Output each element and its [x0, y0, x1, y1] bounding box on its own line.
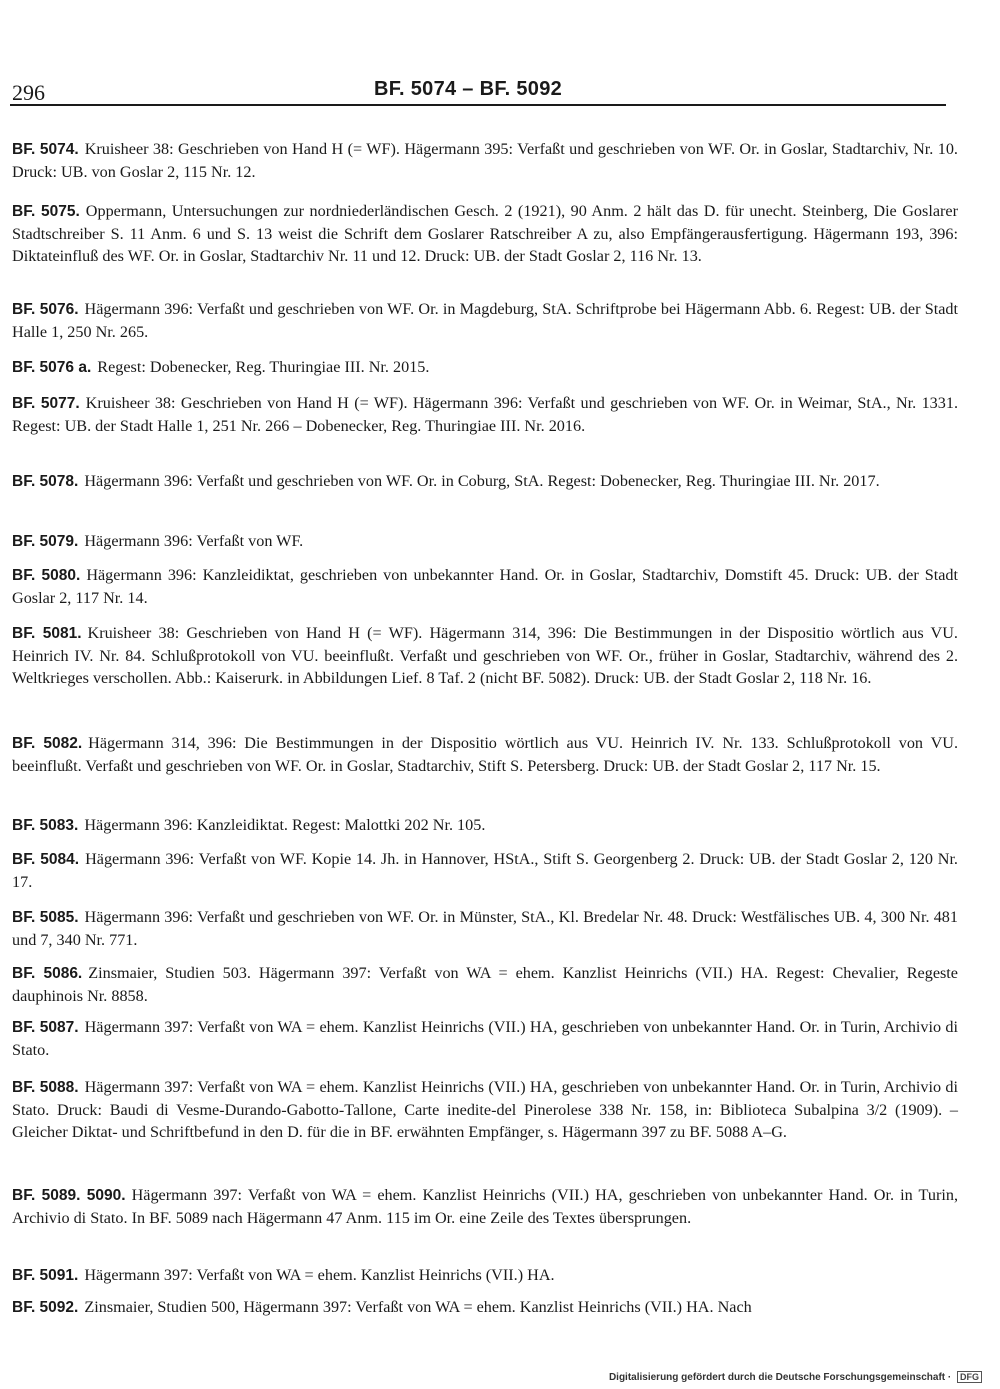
entry-text: Kruisheer 38: Geschrieben von Hand H (= WF). Hägermann 396: Verfaßt und geschrieben von WF. Or. in Weimar, StA., Nr. 1331. Regest: UB. der Stadt Halle 1, 251 Nr. 266 – Dobenecker, Reg. Thuringiae III. Nr. 2016. [12, 394, 958, 435]
entry-text: Kruisheer 38: Geschrieben von Hand H (= WF). Hägermann 314, 396: Die Bestimmungen in der Dispositio wörtlich aus VU. Heinrich IV. Nr. 84. Schlußprotokoll von VU. beeinflußt. Verfaßt und geschrieben von WF. Or., früher in Goslar, Stadtarchiv, während des 2. Weltkrieges verschollen. Abb.: Kaiserurk. in Abbildungen Lief. 8 Taf. 2 (nicht BF. 5082). Druck: UB. der Stadt Goslar 2, 118 Nr. 16. [12, 624, 958, 687]
page-header [12, 78, 946, 106]
header-rule [10, 104, 946, 106]
entry-id: BF. 5086. [12, 965, 83, 982]
entry-id: BF. 5087. [12, 1019, 79, 1036]
entry-5083 [12, 814, 958, 837]
running-title: BF. 5074 – BF. 5092 [374, 78, 563, 100]
entry-id: BF. 5082. [12, 735, 83, 752]
entry-5078 [12, 470, 958, 493]
dfg-logo: DFG [957, 1371, 982, 1383]
entry-id: BF. 5078. [12, 473, 79, 490]
entry-id: BF. 5085. [12, 909, 79, 926]
entry-text: Hägermann 397: Verfaßt von WA = ehem. Kanzlist Heinrichs (VII.) HA, geschrieben von unbekannter Hand. Or. in Turin, Archivio di Stato. Druck: Baudi di Vesme-Durando-Gabotto-Tallone, Carte inedite-del Pinerolese 338 Nr. 158, in: Biblioteca Subalpina 3/2 (1909). – Gleicher Diktat- und Schriftbefund in den D. für die in BF. erwähnten Empfänger, s. Hägermann 397 zu BF. 5088 A–G. [12, 1078, 958, 1141]
entry-text: Regest: Dobenecker, Reg. Thuringiae III. Nr. 2015. [97, 358, 430, 376]
entry-text: Hägermann 396: Verfaßt und geschrieben von WF. Or. in Münster, StA., Kl. Bredelar Nr. 48. Druck: Westfälisches UB. 4, 300 Nr. 481 und 7, 340 Nr. 771. [12, 908, 958, 949]
entry-5081 [12, 622, 958, 689]
entry-5074 [12, 138, 958, 183]
entry-text: Hägermann 397: Verfaßt von WA = ehem. Kanzlist Heinrichs (VII.) HA, geschrieben von unbekannter Hand. Or. in Turin, Archivio di Stato. [12, 1018, 958, 1059]
entry-5088 [12, 1076, 958, 1143]
entry-text: Hägermann 397: Verfaßt von WA = ehem. Kanzlist Heinrichs (VII.) HA. [84, 1266, 555, 1284]
entry-text: Hägermann 397: Verfaßt von WA = ehem. Kanzlist Heinrichs (VII.) HA, geschrieben von unbekannter Hand. Or. in Turin, Archivio di Stato. In BF. 5089 nach Hägermann 47 Anm. 115 im Or. eine Zeile des Textes übersprungen. [12, 1186, 958, 1227]
entry-5076 [12, 298, 958, 343]
page-number: 296 [12, 80, 45, 105]
entry-5079 [12, 530, 958, 553]
entry-id: BF. 5084. [12, 851, 80, 868]
entry-id: BF. 5076 a. [12, 359, 92, 376]
funding-footer [609, 1371, 982, 1383]
entry-text: Hägermann 314, 396: Die Bestimmungen in der Dispositio wörtlich aus VU. Heinrich IV. Nr. 133. Schlußprotokoll von VU. beeinflußt. Verfaßt und geschrieben von WF. Or. in Goslar, Stadtarchiv, Stift S. Petersberg. Druck: UB. der Stadt Goslar 2, 117 Nr. 15. [12, 734, 958, 775]
entry-text: Kruisheer 38: Geschrieben von Hand H (= WF). Hägermann 395: Verfaßt und geschrieben von WF. Or. in Goslar, Stadtarchiv, Nr. 10. Druck: UB. von Goslar 2, 115 Nr. 12. [12, 140, 958, 181]
entry-id: BF. 5081. [12, 625, 82, 642]
entry-id: BF. 5091. [12, 1267, 79, 1284]
entry-id: BF. 5077. [12, 395, 80, 412]
entry-text: Zinsmaier, Studien 503. Hägermann 397: Verfaßt von WA = ehem. Kanzlist Heinrichs (VII.) HA. Regest: Chevalier, Regeste dauphinois Nr. 8858. [12, 964, 958, 1005]
entry-5080 [12, 564, 958, 609]
entry-text: Hägermann 396: Kanzleidiktat, geschrieben von unbekannter Hand. Or. in Goslar, Stadtarchiv, Domstift 45. Druck: UB. der Stadt Goslar 2, 117 Nr. 14. [12, 566, 958, 607]
entry-text: Oppermann, Untersuchungen zur nordniederländischen Gesch. 2 (1921), 90 Anm. 2 hält das D. für unecht. Steinberg, Die Goslarer Stadtschreiber S. 11 Anm. 6 und S. 13 weist die Schrift dem Goslarer Ratschreiber A zu, also Empfängerausfertigung. Hägermann 193, 396: Diktateinfluß des WF. Or. in Goslar, Stadtarchiv Nr. 11 und 12. Druck: UB. der Stadt Goslar 2, 116 Nr. 13. [12, 202, 958, 265]
entry-text: Hägermann 396: Verfaßt und geschrieben von WF. Or. in Magdeburg, StA. Schriftprobe bei Hägermann Abb. 6. Regest: UB. der Stadt Halle 1, 250 Nr. 265. [12, 300, 958, 341]
entry-id: BF. 5080. [12, 567, 81, 584]
entry-id: BF. 5092. [12, 1299, 79, 1316]
entry-5075 [12, 200, 958, 267]
entry-5087 [12, 1016, 958, 1061]
entry-id: BF. 5076. [12, 301, 79, 318]
entry-5092 [12, 1296, 958, 1319]
entry-5089-5090 [12, 1184, 958, 1229]
entry-text: Hägermann 396: Verfaßt von WF. [84, 532, 304, 550]
entry-id: BF. 5089. 5090. [12, 1187, 126, 1204]
entry-5085 [12, 906, 958, 951]
entry-id: BF. 5083. [12, 817, 79, 834]
entry-text: Hägermann 396: Verfaßt von WF. Kopie 14. Jh. in Hannover, HStA., Stift S. Georgenberg 2. Druck: UB. der Stadt Goslar 2, 120 Nr. 17. [12, 850, 958, 891]
entry-id: BF. 5079. [12, 533, 79, 550]
footer-text: Digitalisierung gefördert durch die Deutsche Forschungsgemeinschaft · [608, 1372, 952, 1383]
entry-id: BF. 5075. [12, 203, 80, 220]
entry-5082 [12, 732, 958, 777]
entry-5084 [12, 848, 958, 893]
entry-5086 [12, 962, 958, 1007]
entry-5076a [12, 356, 958, 379]
entry-5077 [12, 392, 958, 437]
entry-5091 [12, 1264, 958, 1287]
entry-text: Hägermann 396: Kanzleidiktat. Regest: Malottki 202 Nr. 105. [84, 816, 486, 834]
entry-id: BF. 5088. [12, 1079, 79, 1096]
entry-text: Hägermann 396: Verfaßt und geschrieben von WF. Or. in Coburg, StA. Regest: Dobenecker, Reg. Thuringiae III. Nr. 2017. [84, 472, 880, 490]
entry-text: Zinsmaier, Studien 500, Hägermann 397: Verfaßt von WA = ehem. Kanzlist Heinrichs (VII.) HA. Nach [84, 1298, 752, 1316]
entry-id: BF. 5074. [12, 141, 79, 158]
